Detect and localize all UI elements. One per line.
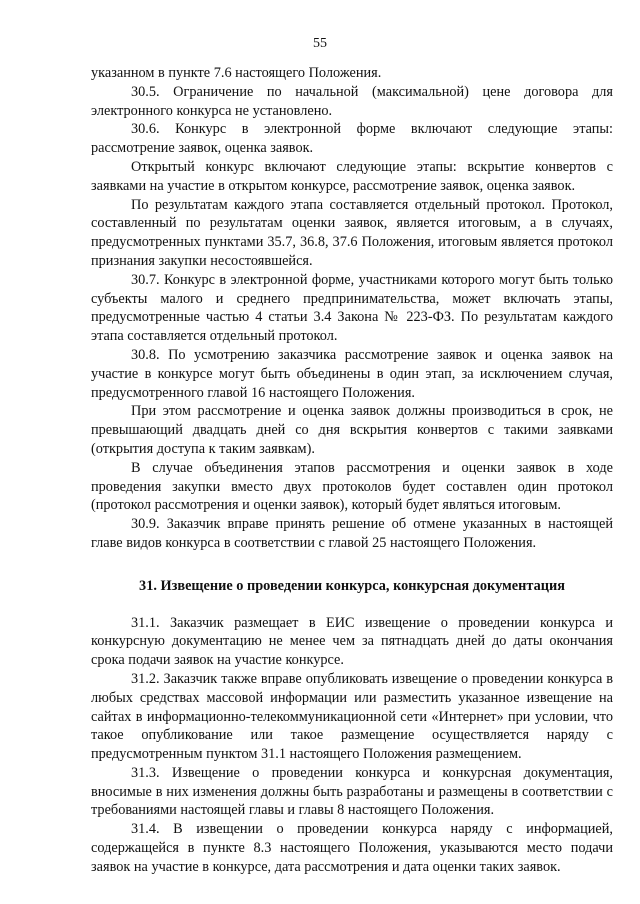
paragraph: 30.8. По усмотрению заказчика рассмотрение заявок и оценка заявок на участие в конкурсе могут быть объединены в один этап, за исключением случая, предусмотренного главой 16 настоящего Положения. bbox=[91, 346, 613, 401]
paragraph: По результатам каждого этапа составляется отдельный протокол. Протокол, составленный по результатам оценки заявок, является итоговым, а в случаях, предусмотренных пунктами 35.7, 36.8, 37.6 Положения, итоговым является протокол признания закупки несостоявшейся. bbox=[91, 196, 613, 269]
paragraph: 30.9. Заказчик вправе принять решение об отмене указанных в настоящей главе видов конкурса в соответствии с главой 25 настоящего Положения. bbox=[91, 516, 613, 551]
paragraph: указанном в пункте 7.6 настоящего Положения. bbox=[91, 65, 382, 81]
paragraph: 30.5. Ограничение по начальной (максимальной) цене договора для электронного конкурса не установлено. bbox=[91, 83, 613, 119]
paragraph: При этом рассмотрение и оценка заявок должны производиться в срок, не превышающий двадцать дней со дня вскрытия конвертов с такими заявками (открытия доступа к таким заявкам). bbox=[91, 403, 613, 457]
section-heading: 31. Извещение о проведении конкурса, конкурсная документация bbox=[139, 577, 565, 594]
paragraph: 31.3. Извещение о проведении конкурса и конкурсная документация, вносимые в них изменения должны быть разработаны и размещены в соответствии с требованиями настоящей главы и главы 8 настоящего Положения. bbox=[91, 764, 613, 819]
document-body bbox=[91, 64, 613, 877]
paragraph: Открытый конкурс включают следующие этапы: вскрытие конвертов с заявками на участие в открытом конкурсе, рассмотрение заявок, оценка заявок. bbox=[91, 158, 613, 194]
paragraph: 31.1. Заказчик размещает в ЕИС извещение о проведении конкурса и конкурсную документацию не менее чем за пятнадцать дней до даты окончания срока подачи заявок на участие конкурсе. bbox=[91, 614, 613, 669]
paragraph: В случае объединения этапов рассмотрения и оценки заявок в ходе проведения закупки вместо двух протоколов будет составлен один протокол (протокол рассмотрения и оценки заявок), который будет являться итоговым. bbox=[91, 459, 613, 514]
paragraph: 30.7. Конкурс в электронной форме, участниками которого могут быть только субъекты малого и среднего предпринимательства, может включать этапы, предусмотренные частью 4 статьи 3.4 Закона № 223-ФЗ. По результатам каждого этапа составляется отдельный протокол. bbox=[91, 271, 613, 345]
paragraph: 30.6. Конкурс в электронной форме включают следующие этапы: рассмотрение заявок, оценка заявок. bbox=[91, 121, 613, 157]
paragraph: 31.2. Заказчик также вправе опубликовать извещение о проведении конкурса в любых средствах массовой информации или разместить указанное извещение на сайтах в информационно-телекоммуникационной сети «Интернет» при условии, что такое опубликование или такое размещение осуществляется наряду с предусмотренным пунктом 31.1 настоящего Положения размещением. bbox=[91, 670, 613, 763]
page-number: 55 bbox=[313, 36, 327, 51]
paragraph: 31.4. В извещении о проведении конкурса наряду с информацией, содержащейся в пункте 8.3 настоящего Положения, указываются место подачи заявок на участие в конкурсе, дата рассмотрения и дата оценки таких заявок. bbox=[91, 821, 613, 875]
